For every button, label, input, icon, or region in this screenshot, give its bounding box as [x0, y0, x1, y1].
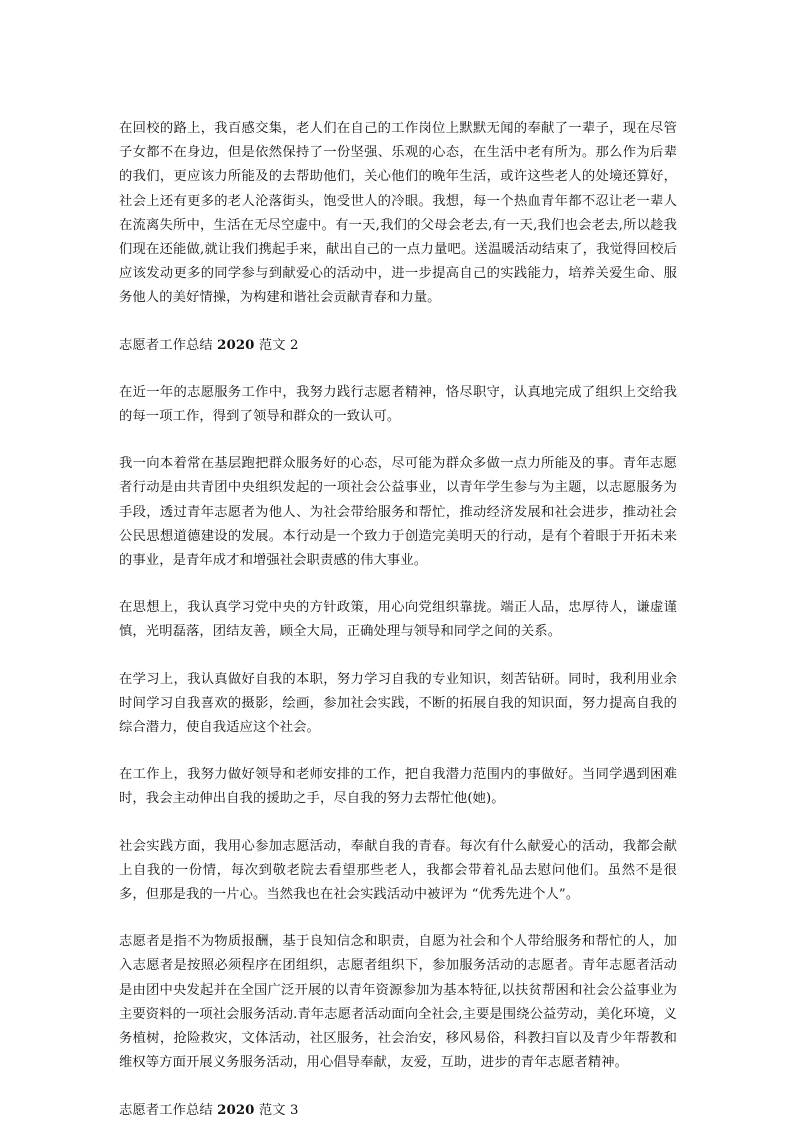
paragraph: 在回校的路上，我百感交集，老人们在自己的工作岗位上默默无闻的奉献了一辈子，现在尽管子女都不在身边，但是依然保持了一份坚强、乐观的心态，在生活中老有所为。那么作为后辈的我们，更应该力所能及的去帮助他们，关心他们的晚年生活，或许这些老人的处境还算好，社会上还有更多的老人沦落街头，饱受世人的冷眼。我想，每一个热血青年都不忍让老一辈人在流离失所中，生活在无尽空虚中。有一天,我们的父母会老去,有一天,我们也会老去,所以趁我们现在还能做,就让我们携起手来，献出自己的一点力量吧。送温暖活动结束了，我觉得回校后应该发动更多的同学参与到献爱心的活动中，进一步提高自己的实践能力，培养关爱生命、服务他人的美好情操，为构建和谐社会贡献青春和力量。: [119, 121, 677, 306]
paragraph: 在近一年的志愿服务工作中，我努力践行志愿者精神，恪尽职守，认真地完成了组织上交给我的每一项工作，得到了领导和群众的一致认可。: [119, 384, 677, 425]
paragraph: 社会实践方面，我用心参加志愿活动，奉献自我的青春。每次有什么献爱心的活动，我都会献上自我的一份情，每次到敬老院去看望那些老人，我都会带着礼品去慰问他们。虽然不是很多，但那是我的一片心。当然我也在社会实践活动中被评为 “优秀先进个人”。: [119, 838, 677, 903]
heading-suffix: 范文 3: [254, 1102, 299, 1118]
paragraph: 我一向本着常在基层跑把群众服务好的心态，尽可能为群众多做一点力所能及的事。青年志愿者行动是由共青团中央组织发起的一项社会公益事业，以青年学生参与为主题，以志愿服务为手段，透过青年志愿者为他人、为社会带给服务和帮忙，推动经济发展和社会进步，推动社会公民思想道德建设的发展。本行动是一个致力于创造完美明天的行动，是有个着眼于开拓未来的事业，是青年成才和增强社会职责感的伟大事业。: [119, 456, 677, 569]
heading-prefix: 志愿者工作总结: [119, 337, 218, 353]
document-body: [119, 117, 677, 1146]
paragraph: 在学习上，我认真做好自我的本职，努力学习自我的专业知识，刻苦钻研。同时，我利用业余时间学习自我喜欢的摄影，绘画，参加社会实践，不断的拓展自我的知识面，努力提高自我的综合潜力，使自我适应这个社会。: [119, 671, 677, 736]
paragraph: 在工作上，我努力做好领导和老师安排的工作，把自我潜力范围内的事做好。当同学遇到困难时，我会主动伸出自我的援助之手，尽自我的努力去帮忙他(她)。: [119, 767, 677, 807]
section-heading: [119, 334, 677, 358]
heading-suffix: 范文 2: [254, 337, 299, 353]
paragraph: 在思想上，我认真学习党中央的方针政策，用心向党组织靠拢。端正人品，忠厚待人，谦虚谨慎，光明磊落，团结友善，顾全大局，正确处理与领导和同学之间的关系。: [119, 600, 677, 640]
heading-year: 2020: [217, 337, 255, 353]
paragraph: 志愿者是指不为物质报酬，基于良知信念和职责，自愿为社会和个人带给服务和帮忙的人，加入志愿者是按照必须程序在团组织，志愿者组织下，参加服务活动的志愿者。青年志愿者活动是由团中央发起并在全国广泛开展的以青年资源参加为基本特征,以扶贫帮困和社会公益事业为主要资料的一项社会服务活动.青年志愿者活动面向全社会,主要是围绕公益劳动，美化环境，义务植树，抢险救灾，文体活动，社区服务，社会治安，移风易俗，科教扫盲以及青少年帮教和维权等方面开展义务服务活动，用心倡导奉献，友爱，互助，进步的青年志愿者精神。: [119, 934, 677, 1071]
heading-year: 2020: [217, 1102, 255, 1118]
section-heading: [119, 1099, 677, 1123]
heading-prefix: 志愿者工作总结: [119, 1102, 218, 1118]
